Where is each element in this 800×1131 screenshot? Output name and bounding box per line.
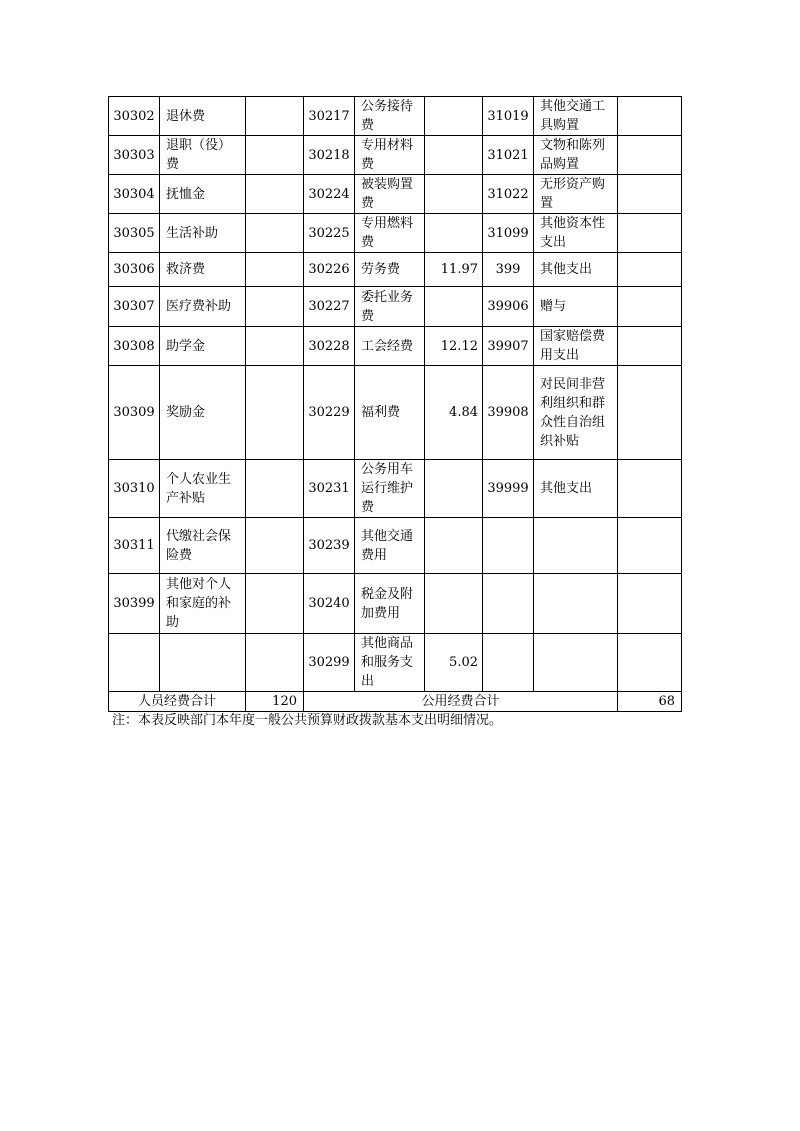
amount-cell bbox=[618, 327, 682, 366]
public-total-label: 公用经费合计 bbox=[304, 692, 618, 712]
expenditure-detail-table bbox=[108, 96, 682, 712]
name-cell: 公务用车运行维护费 bbox=[355, 460, 425, 518]
code-cell: 30226 bbox=[304, 253, 355, 287]
name-cell: 其他支出 bbox=[534, 253, 618, 287]
amount-cell bbox=[425, 460, 483, 518]
table-row bbox=[109, 518, 682, 574]
name-cell: 国家赔偿费用支出 bbox=[534, 327, 618, 366]
amount-cell bbox=[618, 136, 682, 175]
name-cell: 助学金 bbox=[160, 327, 246, 366]
amount-cell bbox=[618, 634, 682, 692]
name-cell: 抚恤金 bbox=[160, 175, 246, 214]
code-cell: 30399 bbox=[109, 574, 160, 634]
code-cell: 30307 bbox=[109, 287, 160, 327]
code-cell: 30305 bbox=[109, 214, 160, 253]
name-cell: 文物和陈列品购置 bbox=[534, 136, 618, 175]
code-cell: 30231 bbox=[304, 460, 355, 518]
amount-cell bbox=[425, 175, 483, 214]
amount-cell bbox=[246, 327, 304, 366]
code-cell: 30240 bbox=[304, 574, 355, 634]
table-footnote: 注：本表反映部门本年度一般公共预算财政拨款基本支出明细情况。 bbox=[112, 713, 503, 728]
amount-cell bbox=[425, 518, 483, 574]
name-cell: 救济费 bbox=[160, 253, 246, 287]
name-cell: 对民间非营利组织和群众性自治组织补贴 bbox=[534, 366, 618, 460]
code-cell: 30306 bbox=[109, 253, 160, 287]
code-cell: 30311 bbox=[109, 518, 160, 574]
table-row bbox=[109, 287, 682, 327]
amount-cell bbox=[246, 574, 304, 634]
table-body bbox=[109, 97, 682, 692]
code-cell: 30309 bbox=[109, 366, 160, 460]
code-cell: 30225 bbox=[304, 214, 355, 253]
amount-cell bbox=[618, 366, 682, 460]
name-cell: 专用材料费 bbox=[355, 136, 425, 175]
table-row bbox=[109, 327, 682, 366]
amount-cell bbox=[618, 253, 682, 287]
name-cell: 其他交通工具购置 bbox=[534, 97, 618, 136]
amount-cell: 12.12 bbox=[425, 327, 483, 366]
code-cell: 30217 bbox=[304, 97, 355, 136]
name-cell: 生活补助 bbox=[160, 214, 246, 253]
amount-cell bbox=[246, 175, 304, 214]
code-cell: 399 bbox=[483, 253, 534, 287]
amount-cell bbox=[425, 287, 483, 327]
name-cell: 税金及附加费用 bbox=[355, 574, 425, 634]
amount-cell bbox=[246, 518, 304, 574]
code-cell bbox=[483, 574, 534, 634]
amount-cell bbox=[246, 460, 304, 518]
code-cell: 31022 bbox=[483, 175, 534, 214]
table-row bbox=[109, 634, 682, 692]
code-cell: 30218 bbox=[304, 136, 355, 175]
code-cell: 30224 bbox=[304, 175, 355, 214]
code-cell bbox=[483, 634, 534, 692]
table-row bbox=[109, 460, 682, 518]
personnel-total-value: 120 bbox=[246, 692, 304, 712]
amount-cell bbox=[246, 136, 304, 175]
amount-cell bbox=[425, 214, 483, 253]
amount-cell bbox=[425, 97, 483, 136]
amount-cell bbox=[618, 460, 682, 518]
name-cell: 退休费 bbox=[160, 97, 246, 136]
name-cell: 专用燃料费 bbox=[355, 214, 425, 253]
table-row bbox=[109, 253, 682, 287]
table-row bbox=[109, 366, 682, 460]
name-cell bbox=[534, 574, 618, 634]
code-cell: 30308 bbox=[109, 327, 160, 366]
code-cell: 30227 bbox=[304, 287, 355, 327]
name-cell: 福利费 bbox=[355, 366, 425, 460]
amount-cell bbox=[618, 97, 682, 136]
code-cell: 30303 bbox=[109, 136, 160, 175]
name-cell: 委托业务费 bbox=[355, 287, 425, 327]
table-row bbox=[109, 136, 682, 175]
table-row bbox=[109, 97, 682, 136]
code-cell: 39907 bbox=[483, 327, 534, 366]
amount-cell bbox=[618, 518, 682, 574]
amount-cell bbox=[425, 574, 483, 634]
code-cell: 30304 bbox=[109, 175, 160, 214]
name-cell bbox=[534, 634, 618, 692]
personnel-total-label: 人员经费合计 bbox=[109, 692, 246, 712]
code-cell: 30310 bbox=[109, 460, 160, 518]
code-cell: 30299 bbox=[304, 634, 355, 692]
code-cell: 30228 bbox=[304, 327, 355, 366]
code-cell: 31019 bbox=[483, 97, 534, 136]
name-cell: 个人农业生产补贴 bbox=[160, 460, 246, 518]
name-cell: 奖励金 bbox=[160, 366, 246, 460]
amount-cell bbox=[618, 175, 682, 214]
name-cell: 无形资产购置 bbox=[534, 175, 618, 214]
name-cell: 其他商品和服务支出 bbox=[355, 634, 425, 692]
amount-cell bbox=[246, 97, 304, 136]
name-cell: 工会经费 bbox=[355, 327, 425, 366]
amount-cell bbox=[246, 634, 304, 692]
name-cell bbox=[534, 518, 618, 574]
public-total-value: 68 bbox=[618, 692, 682, 712]
code-cell: 39906 bbox=[483, 287, 534, 327]
name-cell: 退职（役）费 bbox=[160, 136, 246, 175]
name-cell: 赠与 bbox=[534, 287, 618, 327]
amount-cell bbox=[246, 214, 304, 253]
code-cell bbox=[483, 518, 534, 574]
amount-cell bbox=[618, 287, 682, 327]
name-cell: 其他资本性支出 bbox=[534, 214, 618, 253]
name-cell: 其他支出 bbox=[534, 460, 618, 518]
code-cell bbox=[109, 634, 160, 692]
name-cell: 劳务费 bbox=[355, 253, 425, 287]
amount-cell: 5.02 bbox=[425, 634, 483, 692]
amount-cell bbox=[618, 214, 682, 253]
amount-cell bbox=[246, 287, 304, 327]
code-cell: 39908 bbox=[483, 366, 534, 460]
amount-cell bbox=[618, 574, 682, 634]
name-cell: 公务接待费 bbox=[355, 97, 425, 136]
amount-cell bbox=[246, 253, 304, 287]
table-row bbox=[109, 175, 682, 214]
amount-cell: 11.97 bbox=[425, 253, 483, 287]
code-cell: 30239 bbox=[304, 518, 355, 574]
code-cell: 39999 bbox=[483, 460, 534, 518]
amount-cell bbox=[246, 366, 304, 460]
table-row bbox=[109, 574, 682, 634]
amount-cell: 4.84 bbox=[425, 366, 483, 460]
name-cell: 医疗费补助 bbox=[160, 287, 246, 327]
name-cell: 代缴社会保险费 bbox=[160, 518, 246, 574]
code-cell: 31099 bbox=[483, 214, 534, 253]
code-cell: 31021 bbox=[483, 136, 534, 175]
name-cell: 其他交通费用 bbox=[355, 518, 425, 574]
code-cell: 30229 bbox=[304, 366, 355, 460]
totals-row bbox=[109, 692, 682, 712]
name-cell bbox=[160, 634, 246, 692]
code-cell: 30302 bbox=[109, 97, 160, 136]
table-row bbox=[109, 214, 682, 253]
name-cell: 被装购置费 bbox=[355, 175, 425, 214]
amount-cell bbox=[425, 136, 483, 175]
name-cell: 其他对个人和家庭的补助 bbox=[160, 574, 246, 634]
